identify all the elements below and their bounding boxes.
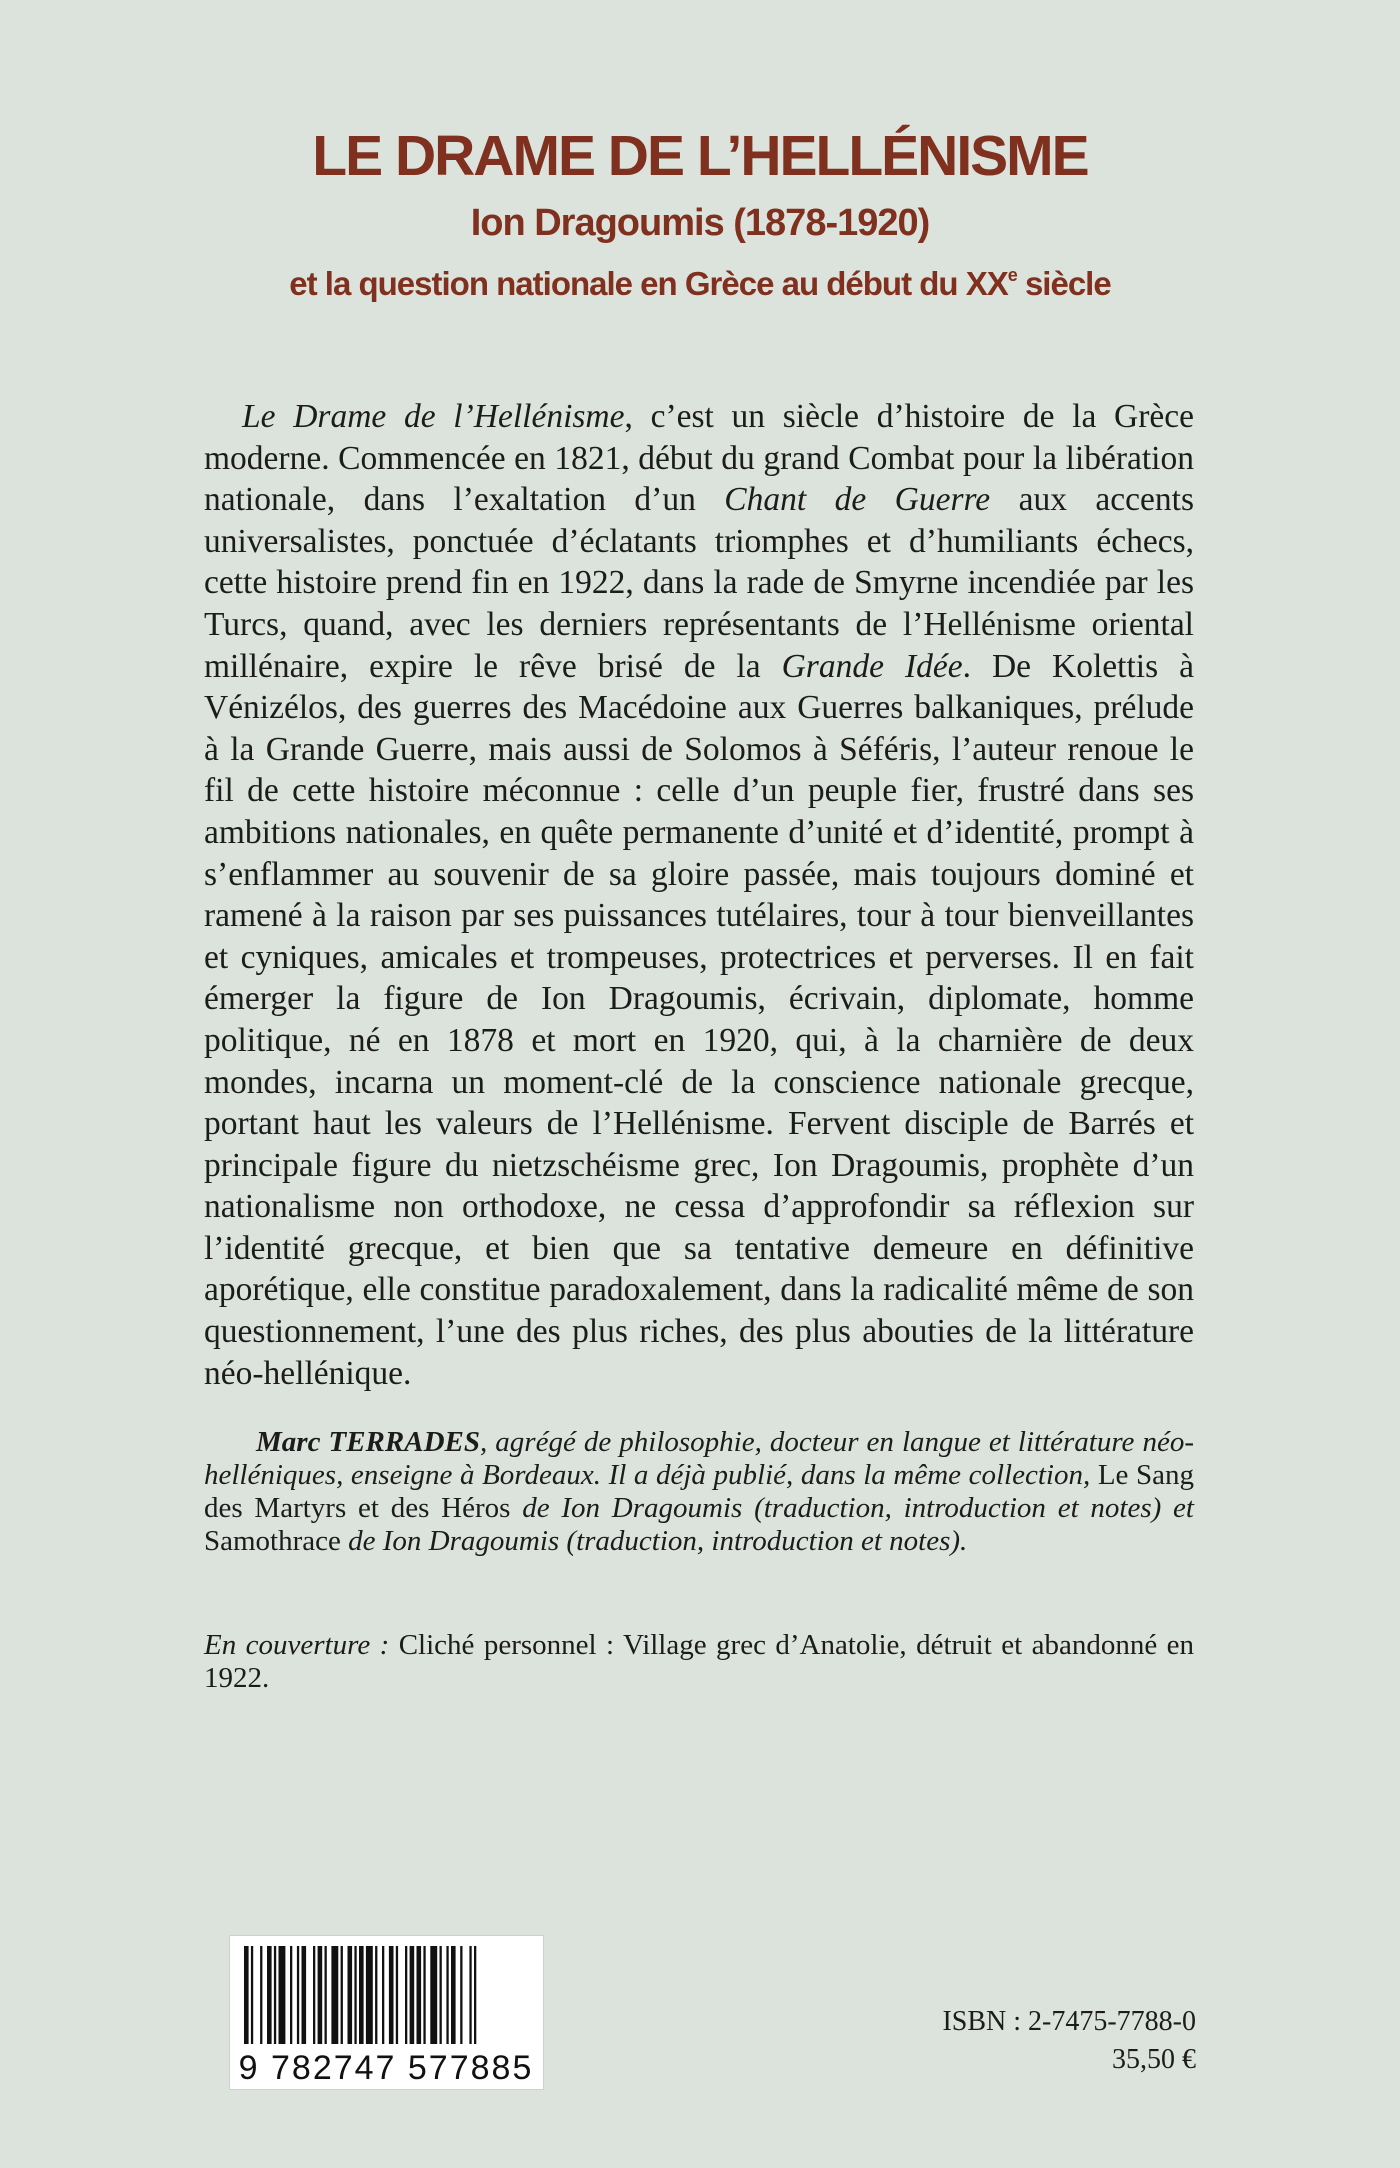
barcode-bar — [244, 1946, 249, 2044]
barcode-bar — [313, 1946, 315, 2044]
barcode-bar — [290, 1946, 292, 2044]
barcode-bar — [396, 1946, 398, 2044]
summary-text-b: aux accents universalistes, ponctuée d’éclatants triomphes et d’humiliants échecs, cette histoire prend fin en 1922, dans la rade de Smyrne incendiée par les Turcs, quand, avec les derniers représentants de l’Hellénisme oriental millénaire, expire le rêve brisé de la — [204, 481, 1194, 685]
barcode-bar — [430, 1946, 437, 2044]
barcode-bar — [341, 1946, 343, 2044]
barcode-bar — [354, 1946, 356, 2044]
summary-text-a: , c’est un siècle d’histoire de la Grèce moderne. Commencée en 1821, début du grand Combat pour la libération nationale, dans l’exaltation d’un — [204, 398, 1195, 519]
summary-text-c: . De Kolettis à Vénizélos, des guerres des Macédoine aux Guerres balkaniques, prélude à la Grande Guerre, mais aussi de Solomos à Séféris, l’auteur renoue le fil de cette histoire méconnue : celle d’un peuple fier, frustré dans ses ambitions nationales, en quête permanente d’unité et d’identité, prompt à s’enflammer au souvenir de sa gloire passée, mais toujours dominé et ramené à la raison par ses puissances tutélaires, tour à tour bienveillantes et cyniques, amicales et trompeuses, protectrices et perverses. Il en fait émerger la figure de Ion Dragoumis, écrivain, diplomate, homme politique, né en 1878 et mort en 1920, qui, à la charnière de deux mondes, incarna un moment-clé de la conscience nationale grecque, portant haut les valeurs de l’Hellénisme. Fervent disciple de Barrés et principale figure du nietzschéisme grec, Ion Dragoumis, prophète d’un nationalisme non orthodoxe, ne cessa d’approfondir sa réflexion sur l’identité grecque, et bien que sa tentative demeure en définitive aporétique, elle constitue paradoxalement, dans la radicalité même de son questionnement, l’une des plus riches, des plus abouties de la littérature néo-hellénique. — [204, 647, 1194, 1392]
subtitle-text-start: et la question nationale en Grèce au début du XX — [289, 265, 1008, 302]
author-book1: Le Sang des Martyrs et des Héros — [204, 1459, 1194, 1524]
author-bio-b: de Ion Dragoumis (traduction, introduction et notes) et — [510, 1492, 1194, 1524]
author-bio-c: de Ion Dragoumis (traduction, introduction et notes). — [340, 1525, 968, 1557]
subtitle-text-end: siècle — [1016, 265, 1111, 302]
barcode-bar — [331, 1946, 338, 2044]
barcode-bar — [460, 1946, 462, 2044]
barcode-bar — [297, 1946, 299, 2044]
book-price: 35,50 € — [1112, 2044, 1196, 2075]
barcode-bar — [446, 1946, 448, 2044]
cover-credit-label: En couverture : — [204, 1629, 390, 1661]
barcode-graphic — [230, 1936, 543, 2089]
barcode-bars — [244, 1946, 476, 2044]
barcode-bar — [440, 1946, 442, 2044]
summary-title-italic: Le Drame de l’Hellénisme — [242, 398, 625, 435]
book-subtitle-secondary — [0, 252, 1400, 307]
barcode-bar — [260, 1946, 262, 2044]
barcode-bar — [389, 1946, 394, 2044]
book-title: LE DRAME DE L’HELLÉNISME — [312, 124, 1088, 188]
barcode-bar — [359, 1946, 364, 2044]
barcode-bar — [366, 1946, 373, 2044]
barcode-bar — [375, 1946, 377, 2044]
barcode-bar — [451, 1946, 456, 2044]
barcode-bar — [251, 1946, 253, 2044]
author-name: Marc TERRADES — [256, 1426, 480, 1458]
author-bio — [204, 1426, 1194, 1558]
barcode-bar — [474, 1946, 476, 2044]
author-book2: Samothrace — [204, 1525, 341, 1557]
book-subtitle: Ion Dragoumis (1878-1920) — [470, 202, 930, 244]
barcode-bar — [410, 1946, 415, 2044]
barcode-bar — [274, 1946, 276, 2044]
isbn-number: ISBN : 2-7475-7788-0 — [942, 2006, 1196, 2037]
barcode-bar — [382, 1946, 384, 2044]
barcode-bar — [469, 1946, 471, 2044]
barcode-bar — [348, 1946, 353, 2044]
summary-idea-italic: Grande Idée — [781, 647, 963, 685]
barcode-bar — [302, 1946, 307, 2044]
author-bio-a: , agrégé de philosophie, docteur en langue et littérature néo-helléniques, enseigne à Bordeaux. Il a déjà publié, dans la même collection, — [204, 1426, 1194, 1491]
barcode-bar — [417, 1946, 422, 2044]
barcode-bar — [267, 1946, 272, 2044]
cover-credit — [204, 1629, 1194, 1695]
barcode-bar — [318, 1946, 323, 2044]
barcode-bar — [423, 1946, 425, 2044]
cover-header — [0, 122, 1400, 307]
barcode-bar — [325, 1946, 327, 2044]
book-summary — [204, 396, 1194, 1394]
cover-credit-text: Cliché personnel : Village grec d’Anatolie, détruit et abandonné en 1922. — [204, 1629, 1194, 1694]
summary-song-italic: Chant de Guerre — [724, 481, 991, 519]
subtitle-superscript: e — [1007, 265, 1017, 285]
barcode-bar — [405, 1946, 407, 2044]
barcode-bar — [279, 1946, 286, 2044]
barcode — [229, 1935, 544, 2090]
barcode-digits: 9 782747 577885 — [238, 2049, 534, 2087]
